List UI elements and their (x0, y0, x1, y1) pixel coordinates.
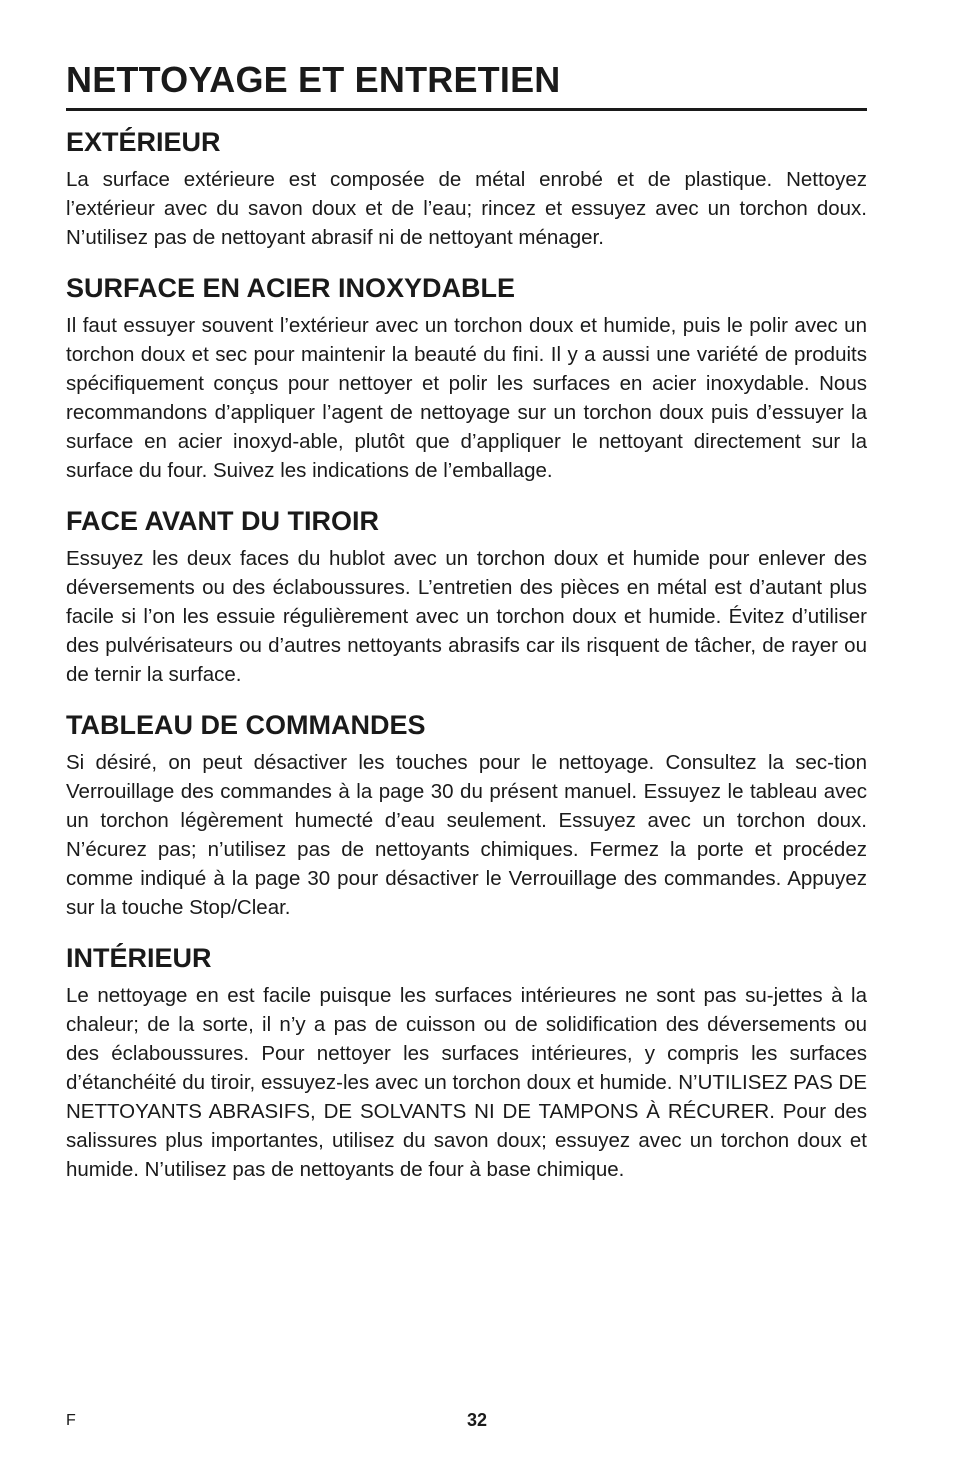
section-acier-inoxydable (66, 271, 867, 485)
section-heading: INTÉRIEUR (66, 943, 212, 973)
section-body: La surface extérieure est composée de métal enrobé et de plastique. Nettoyez l’extérieur avec du savon doux et de l’eau; rincez et essuyez avec un torchon doux. N’utilisez pas de nettoyant abrasif ni de nettoyant ménager. (66, 168, 867, 249)
section-body: Essuyez les deux faces du hublot avec un torchon doux et humide pour enlever des déversements ou des éclaboussures. L’entretien des pièces en métal est d’autant plus facile si l’on les essuie régulièrement avec un torchon doux et humide. Évitez d’utiliser des pulvérisateurs ou d’autres nettoyants abrasifs car ils risquent de tâcher, de rayer ou de ternir la surface. (66, 547, 867, 686)
section-body: Il faut essuyer souvent l’extérieur avec un torchon doux et humide, puis le polir avec un torchon doux et sec pour maintenir la beauté du fini. Il y a aussi une variété de produits spécifiquement conçus pour nettoyer et polir les surfaces en acier inoxydable. Nous recommandons d’appliquer l’agent de nettoyage sur un torchon doux puis d’essuyer la surface en acier inoxyd-able, plutôt que d’appliquer le nettoyant directement sur la surface du four. Suivez les indications de l’emballage. (66, 314, 867, 482)
section-heading: TABLEAU DE COMMANDES (66, 710, 426, 740)
section-heading: SURFACE EN ACIER INOXYDABLE (66, 273, 516, 303)
section-face-avant-tiroir (66, 504, 867, 689)
section-body: Le nettoyage en est facile puisque les surfaces intérieures ne sont pas su-jettes à la chaleur; de la sorte, il n’y a pas de cuisson ou de solidification des déversements ou des éclaboussures. Pour nettoyer les surfaces intérieures, y compris les surfaces d’étanchéité du tiroir, essuyez-les avec un torchon doux et humide. N’UTILISEZ PAS DE NETTOYANTS ABRASIFS, DE SOLVANTS NI DE TAMPONS À RÉCURER. Pour des salissures plus importantes, utilisez du savon doux; essuyez avec un torchon doux et humide. N’utilisez pas de nettoyants de four à base chimique. (66, 984, 867, 1181)
page-title: NETTOYAGE ET ENTRETIEN (66, 58, 867, 111)
section-interieur (66, 941, 867, 1184)
section-body: Si désiré, on peut désactiver les touches pour le nettoyage. Consultez la sec-tion Verrouillage des commandes à la page 30 du présent manuel. Essuyez le tableau avec un torchon légèrement humecté d’eau seulement. Essuyez avec un torchon doux. N’écurez pas; n’utilisez pas de nettoyants chimiques. Fermez la porte et procédez comme indiqué à la page 30 pour désactiver le Verrouillage des commandes. Appuyez sur la touche Stop/Clear. (66, 751, 867, 919)
page-content (66, 58, 867, 1203)
footer-language-code: F (66, 1412, 76, 1429)
section-tableau-commandes (66, 708, 867, 922)
section-heading: FACE AVANT DU TIROIR (66, 506, 379, 536)
section-exterieur (66, 125, 867, 252)
footer-page-number: 32 (466, 1410, 488, 1430)
section-heading: EXTÉRIEUR (66, 127, 221, 157)
